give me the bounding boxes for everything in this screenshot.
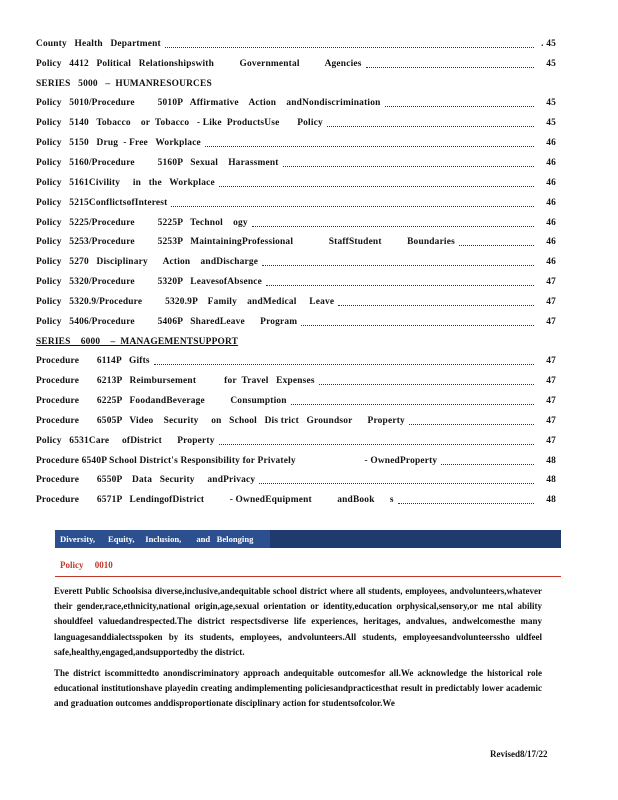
toc-entry (36, 173, 556, 193)
toc-page-number: 45 (546, 58, 556, 69)
toc-leader-dots (252, 225, 534, 227)
toc-leader-dots (205, 145, 534, 147)
toc-page-number: 47 (546, 396, 556, 407)
toc-page-number: 46 (546, 177, 556, 188)
toc-entry-title: Policy 4412 Political Relationshipswith Governmental Agencies (36, 58, 362, 69)
toc-leader-dots (259, 482, 534, 484)
toc-leader-dots (283, 165, 534, 167)
toc-leader-dots (219, 185, 534, 187)
toc-section-heading (36, 332, 556, 352)
toc-entry (36, 451, 556, 471)
toc-entry-title: Policy 5010/Procedure 5010P Affirmative Action andNondiscrimination (36, 98, 381, 109)
toc-page-number: 47 (546, 356, 556, 367)
toc-page-number: 47 (546, 415, 556, 426)
toc-entry (36, 54, 556, 74)
toc-leader-dots (338, 304, 534, 306)
policy-heading: Policy 0010 (60, 560, 113, 570)
toc-page-number: 46 (546, 197, 556, 208)
toc-leader-dots (219, 443, 534, 445)
section-banner (55, 530, 561, 548)
toc-entry (36, 252, 556, 272)
toc-entry-title: Procedure 6213P Reimbursement for Travel Expenses (36, 376, 315, 387)
toc-leader-dots (301, 324, 534, 326)
paragraph-2: The district iscommittedto anondiscriminatory approach andequitable outcomesfor all.We acknowledge the historical role educational institutionshave playedin creating andimplementing policiesandpracticesthat result in predictably lower academic and graduation outcomes anddisproportionate disciplinary action for studentsofcolor.We (54, 668, 542, 709)
toc-leader-dots (409, 423, 534, 425)
toc-entry-title: SERIES 6000 – MANAGEMENTSUPPORT (36, 336, 239, 347)
toc-entry-title: Policy 5140 Tobacco or Tobacco - Like ProductsUse Policy (36, 118, 323, 129)
toc-leader-dots (366, 66, 534, 68)
toc-leader-dots (291, 403, 534, 405)
toc-page-number: 48 (546, 475, 556, 486)
toc-entry (36, 352, 556, 372)
toc-section-heading (36, 74, 556, 94)
toc-entry (36, 292, 556, 312)
toc-leader-dots (171, 205, 534, 207)
banner-title: Diversity, Equity, Inclusion, and Belonging (55, 530, 270, 548)
toc-entry (36, 213, 556, 233)
toc-entry-title: Policy 5253/Procedure 5253P MaintainingProfessional StaffStudent Boundaries (36, 237, 455, 248)
toc-leader-dots (459, 244, 534, 246)
toc-entry-title: Procedure 6571P LendingofDistrict - OwnedEquipment andBook s (36, 495, 394, 506)
toc-entry-title: Policy 5150 Drug - Free Workplace (36, 138, 201, 149)
toc-entry (36, 391, 556, 411)
toc-entry (36, 232, 556, 252)
toc-entry (36, 34, 556, 54)
toc-leader-dots (154, 363, 534, 365)
toc-entry-title: Policy 5215ConflictsofInterest (36, 197, 168, 208)
toc-leader-dots (327, 125, 534, 127)
toc-entry-title: Policy 5320.9/Procedure 5320.9P Family andMedical Leave (36, 296, 335, 307)
toc-page-number: . 45 (541, 38, 556, 49)
toc-entry-title: Policy 5160/Procedure 5160P Sexual Harassment (36, 157, 279, 168)
toc-page-number: 48 (546, 495, 556, 506)
toc-page-number: 46 (546, 138, 556, 149)
toc-entry (36, 133, 556, 153)
toc-page-number: 45 (546, 118, 556, 129)
toc-entry-title: Procedure 6505P Video Security on School Dis trict Groundsor Property (36, 415, 405, 426)
toc-entry (36, 431, 556, 451)
toc-leader-dots (266, 284, 534, 286)
toc-leader-dots (385, 105, 535, 107)
toc-page-number: 46 (546, 257, 556, 268)
toc-page-number: 46 (546, 237, 556, 248)
toc-entry (36, 471, 556, 491)
toc-entry-title: Policy 5406/Procedure 5406P SharedLeave Program (36, 316, 298, 327)
toc-page-number: 48 (546, 455, 556, 466)
paragraph-1: Everett Public Schoolsisa diverse,inclusive,andequitable school district where all students, employees, andvolunteers,whatever their gender,race,ethnicity,national origin,age,sexual orientation or identity,education orphysical,sensory,or me ntal ability shouldfeel valuedandrespected.The district respectsdiverse life experiences, heritages, andvalues, andwelcomesthe many languagesanddialectsspoken by its students, employees, andvolunteers.All students, employeesandvolunteerssho uldfeel safe,healthy,engaged,andsupportedby the district. (54, 586, 542, 657)
toc-page-number: 47 (546, 435, 556, 446)
toc-entry-title: County Health Department (36, 38, 161, 49)
revised-date: Revised8/17/22 (490, 749, 548, 759)
toc-entry (36, 94, 556, 114)
toc-leader-dots (319, 383, 534, 385)
toc-entry-title: Procedure 6550P Data Security andPrivacy (36, 475, 256, 486)
policy-body (54, 584, 542, 718)
toc-page-number: 46 (546, 157, 556, 168)
toc-page-number: 46 (546, 217, 556, 228)
toc-entry-title: SERIES 5000 – HUMANRESOURCES (36, 78, 212, 89)
toc-page-number: 47 (546, 316, 556, 327)
toc-leader-dots (398, 502, 534, 504)
toc-entry-title: Policy 5270 Disciplinary Action andDischarge (36, 257, 259, 268)
toc-entry (36, 113, 556, 133)
toc-entry-title: Procedure 6114P Gifts (36, 356, 150, 367)
toc-page-number: 47 (546, 296, 556, 307)
toc-entry (36, 272, 556, 292)
policy-divider (55, 576, 561, 577)
toc-leader-dots (165, 46, 534, 48)
toc-entry (36, 411, 556, 431)
toc-entry-title: Procedure 6540P School District's Responsibility for Privately - OwnedProperty (36, 455, 438, 466)
toc-entry-title: Policy 6531Care ofDistrict Property (36, 435, 215, 446)
toc-leader-dots (262, 264, 534, 266)
toc-entry (36, 490, 556, 510)
toc-entry (36, 153, 556, 173)
toc-entry (36, 312, 556, 332)
toc-entry (36, 193, 556, 213)
table-of-contents (36, 34, 556, 510)
toc-leader-dots (441, 463, 534, 465)
toc-entry-title: Procedure 6225P FoodandBeverage Consumption (36, 396, 287, 407)
toc-entry-title: Policy 5225/Procedure 5225P Technol ogy (36, 217, 248, 228)
toc-page-number: 45 (546, 98, 556, 109)
toc-entry (36, 371, 556, 391)
toc-entry-title: Policy 5320/Procedure 5320P LeavesofAbsence (36, 277, 262, 288)
toc-page-number: 47 (546, 376, 556, 387)
toc-page-number: 47 (546, 277, 556, 288)
toc-entry-title: Policy 5161Civility in the Workplace (36, 177, 215, 188)
